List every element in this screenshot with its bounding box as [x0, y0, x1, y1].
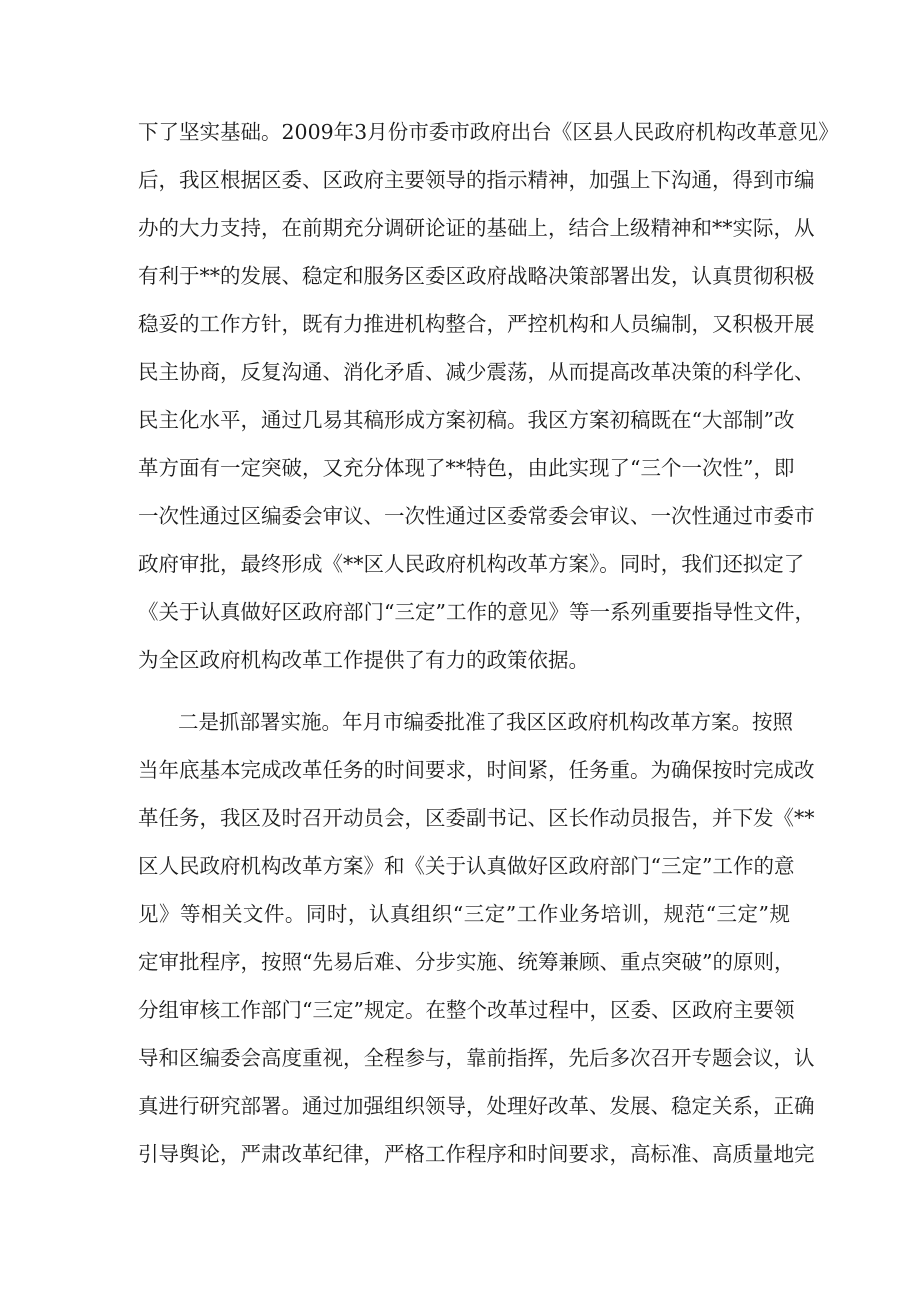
paragraph-2-line-6: 定审批程序，按照“先易后难、分步实施、统筹兼顾、重点突破”的原则，: [138, 950, 795, 974]
paragraph-1-line-3: 办的大力支持，在前期充分调研论证的基础上，结合上级精神和**实际，从: [138, 216, 815, 240]
paragraph-2-line-10: 引导舆论，严肃改革纪律，严格工作程序和时间要求，高标准、高质量地完: [138, 1142, 815, 1166]
paragraph-2-line-2: 当年底基本完成改革任务的时间要求，时间紧，任务重。为确保按时完成改: [138, 758, 815, 782]
paragraph-1-line-5: 稳妥的工作方针，既有力推进机构整合，严控机构和人员编制，又积极开展: [138, 312, 815, 336]
paragraph-2-line-4: 区人民政府机构改革方案》和《关于认真做好区政府部门“三定”工作的意: [138, 854, 795, 878]
paragraph-1-line-8: 革方面有一定突破，又充分体现了**特色，由此实现了“三个一次性”，即: [138, 456, 795, 480]
paragraph-2-line-3: 革任务，我区及时召开动员会，区委副书记、区长作动员报告，并下发《**: [138, 806, 815, 830]
paragraph-1-line-10: 政府审批，最终形成《**区人民政府机构改革方案》。同时，我们还拟定了: [138, 552, 805, 576]
paragraph-2-line-5: 见》等相关文件。同时，认真组织“三定”工作业务培训，规范“三定”规: [138, 902, 790, 926]
paragraph-1-line-9: 一次性通过区编委会审议、一次性通过区委常委会审议、一次性通过市委市: [138, 504, 815, 528]
paragraph-2-line-8: 导和区编委会高度重视，全程参与，靠前指挥，先后多次召开专题会议，认: [138, 1046, 815, 1070]
paragraph-1-line-2: 后，我区根据区委、区政府主要领导的指示精神，加强上下沟通，得到市编: [138, 168, 815, 192]
paragraph-2-line-9: 真进行研究部署。通过加强组织领导，处理好改革、发展、稳定关系，正确: [138, 1094, 815, 1118]
paragraph-1-line-6: 民主协商，反复沟通、消化矛盾、减少震荡，从而提高改革决策的科学化、: [138, 360, 815, 384]
paragraph-1-line-1: 下了坚实基础。2009年3月份市委市政府出台《区县人民政府机构改革意见》: [138, 120, 839, 144]
paragraph-1-line-11: 《关于认真做好区政府部门“三定”工作的意见》等一系列重要指导性文件，: [138, 600, 815, 624]
paragraph-2-line-1: 二是抓部署实施。年月市编委批准了我区区政府机构改革方案。按照: [178, 710, 793, 734]
paragraph-1-line-7: 民主化水平，通过几易其稿形成方案初稿。我区方案初稿既在“大部制”改: [138, 408, 795, 432]
paragraph-2-line-7: 分组审核工作部门“三定”规定。在整个改革过程中，区委、区政府主要领: [138, 998, 795, 1022]
paragraph-1-line-4: 有利于**的发展、稳定和服务区委区政府战略决策部署出发，认真贯彻积极: [138, 264, 815, 288]
paragraph-1-line-12: 为全区政府机构改革工作提供了有力的政策依据。: [138, 648, 589, 672]
